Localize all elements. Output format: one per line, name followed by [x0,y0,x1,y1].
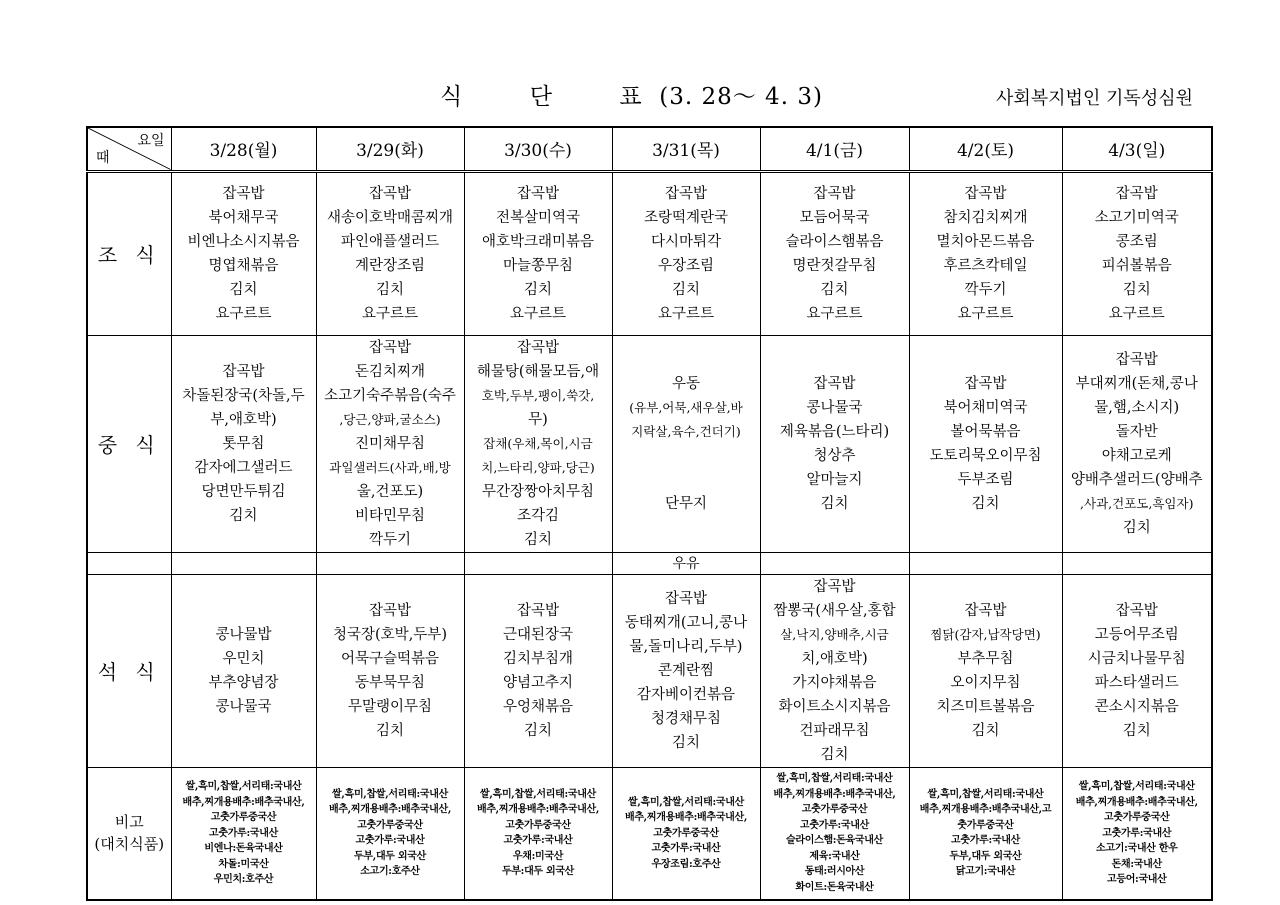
menu-item: 잡곡밥 [1115,351,1158,368]
origin-line: 고춧가루:국내산 [1102,827,1172,839]
header-row [87,127,1212,171]
lunch-cell [612,335,760,552]
dinner-cell [760,574,909,767]
menu-item: 잡곡밥 [1115,185,1158,202]
menu-item: 잡채(우채,목이,시금 [483,435,593,451]
menu-item: 잡곡밥 [516,339,560,356]
breakfast-cell [760,171,909,335]
dinner-cell [171,574,316,767]
menu-item: 북어채미역국 [943,399,1028,416]
origin-line: 소고기:호주산 [360,866,420,878]
menu-item: 계란장조림 [354,257,426,274]
origin-line: 두부,대두 외국산 [354,850,426,862]
origin-line: 소고기:국내산 한우 [1096,843,1178,854]
menu-item: 부,애호박) [210,411,277,428]
snack-empty-cell [1062,552,1212,574]
menu-item: 멸치아몬드볶음 [936,233,1035,250]
snack-empty-cell [760,552,909,574]
dinner-cell [612,574,760,767]
menu-item: 당면만두튀김 [201,483,286,500]
origin-line: 쌀,흑미,찹쌀,서리태:국내산 [628,796,744,808]
origin-line: 쌀,흑미,찹쌀,서리태:국내산 [480,788,596,800]
day-header: 4/3(일) [1062,127,1212,171]
lunch-label: 중 식 [87,335,171,552]
lunch-cell [464,335,612,552]
menu-item: 김치 [375,722,404,739]
menu-item: 비엔나소시지볶음 [187,233,300,250]
breakfast-cell [909,171,1062,335]
menu-item: 콩조림 [1115,233,1158,250]
menu-item: 파스타샐러드 [1094,674,1179,691]
menu-item: 감자베이컨볶음 [636,686,736,703]
menu-item: 잡곡밥 [813,185,856,202]
menu-item: 김치 [523,531,552,548]
menu-item: 콩나물국 [215,698,272,715]
menu-item: 차돌된장국(차돌,두 [182,387,305,404]
origin-line: 쌀,흑미,찹쌀,서리태:국내산 [776,773,893,785]
menu-item: 잡곡밥 [368,339,412,356]
origin-line: 우민치:호주산 [213,874,274,885]
menu-item: 김치부침개 [502,650,574,667]
menu-item: 찜닭(감자,납작당면) [930,626,1041,642]
menu-item: 북어채무국 [208,209,279,226]
menu-item: 우민치 [222,650,265,667]
menu-item: 참치김치찌개 [943,209,1028,226]
menu-item: 애호박크래미볶음 [481,233,595,250]
menu-item: 잡곡밥 [368,602,412,619]
menu-item: 깍두기 [368,531,412,548]
organization-name: 사회복지법인 기독성심원 [996,88,1193,109]
origin-line: 고춧가루:국내산 [355,835,425,847]
menu-item: 전복살미역국 [495,209,581,226]
menu-item: 콘계란찜 [657,662,715,679]
menu-item: 치,느타리,양파,당근) [481,459,595,475]
menu-item: 김치 [1122,281,1151,298]
menu-item: 조각김 [516,507,560,524]
corner-meal-label: 때 [96,149,110,166]
menu-item: 김치 [820,495,849,512]
menu-item: 동태찌개(고니,콩나 [624,614,748,631]
menu-item: 김치 [971,722,1000,739]
menu-item: 잡곡밥 [813,578,856,595]
menu-item: 양념고추지 [502,674,574,691]
origin-line: 슬라이스햄:돈육국내산 [786,835,883,847]
day-header: 3/28(월) [171,127,316,171]
menu-item: 잡곡밥 [368,185,412,202]
menu-item: 제육볶음(느타리) [779,423,890,440]
snack-empty-cell [464,552,612,574]
day-header: 3/30(수) [464,127,612,171]
snack-empty-cell [909,552,1062,574]
notes-cell [909,767,1062,900]
menu-item: 잡곡밥 [222,185,265,202]
menu-item: 요구르트 [806,305,863,322]
origin-line: 춧가루중국산 [957,819,1014,831]
menu-table [86,126,1213,901]
origin-line: 화이트:돈육국내산 [795,881,874,893]
origin-line: 쌀,흑미,찹쌀,서리태:국내산 [927,788,1044,800]
lunch-cell [171,335,316,552]
menu-item: 후르츠칵테일 [943,257,1028,274]
menu-item: 깍두기 [964,281,1007,298]
menu-item: 김치 [671,281,700,298]
menu-item: 어묵구슬떡볶음 [340,650,440,667]
menu-item: 잡곡밥 [664,185,708,202]
origin-line: 배추,찌개용배추:배추국내산, [182,796,305,808]
menu-item: 가지야채볶음 [792,674,877,691]
menu-item: 소고기숙주볶음(숙주 [324,387,456,404]
breakfast-cell [1062,171,1212,335]
menu-item: 오이지무침 [950,674,1021,691]
lunch-cell [909,335,1062,552]
breakfast-cell [316,171,464,335]
breakfast-label: 조 식 [87,171,171,335]
origin-line: 두부:대두 외국산 [501,866,575,878]
corner-day-label: 요일 [137,133,165,149]
menu-item: 잡곡밥 [964,185,1007,202]
menu-item: 진미채무침 [354,435,426,452]
menu-item: 김치 [229,507,258,524]
notes-label [87,767,171,900]
origin-line: 고등어:국내산 [1106,874,1167,885]
menu-item: 치즈미트볼볶음 [936,698,1035,715]
menu-item: 김치 [523,281,552,298]
notes-label-line: (대치식품) [94,835,165,854]
day-header: 4/1(금) [760,127,909,171]
menu-item: 돈김치찌개 [354,363,426,380]
menu-item: 동부묵무침 [354,674,426,691]
origin-line: 비엔나:돈육국내산 [204,843,283,854]
notes-cell [612,767,760,900]
snack-row [87,552,1212,574]
menu-item: 물,돌미나리,두부) [629,638,743,655]
menu-item: 잡곡밥 [222,363,265,380]
page-title: 식 단 표 (3. 28～ 4. 3) [440,84,823,110]
origin-line: 차돌:미국산 [218,858,269,870]
dinner-cell [909,574,1062,767]
snack-empty-cell [316,552,464,574]
lunch-cell [1062,335,1212,552]
notes-cell [316,767,464,900]
snack-empty-cell [171,552,316,574]
origin-line: 쌀,흑미,찹쌀,서리태:국내산 [185,781,302,792]
menu-item: 화이트소시지볶음 [778,698,891,715]
menu-item: 마늘쫑무침 [502,257,574,274]
origin-line: 동태:러시아산 [804,866,865,878]
menu-item: 소고기미역국 [1094,209,1179,226]
dinner-row [87,574,1212,767]
menu-item [614,468,759,492]
origin-line: 고춧가루:국내산 [651,843,721,854]
menu-item: 김치 [523,722,552,739]
origin-line: 우장조림:호주산 [651,858,721,870]
menu-item: ,당근,양파,굴소스) [339,411,441,427]
menu-item: 요구르트 [957,305,1014,322]
origin-line: 배추,찌개용배추:배추국내산, [476,804,600,816]
menu-item: 김치 [1122,519,1151,536]
menu-item: 요구르트 [215,305,272,322]
menu-item: 알마늘지 [806,471,863,488]
menu-item: 감자에그샐러드 [194,459,293,476]
menu-item: 김치 [671,734,700,751]
corner-cell [87,127,171,171]
menu-item: 잡곡밥 [516,185,560,202]
day-header: 3/29(화) [316,127,464,171]
menu-item: 요구르트 [1108,305,1165,322]
menu-item: 치,애호박) [801,650,868,667]
menu-item: 야채고로케 [1101,447,1172,464]
menu-item: 명란젓갈무침 [792,257,877,274]
menu-item: 해물탕(해물모듬,애 [476,363,600,380]
menu-item: 물,햄,소시지) [1094,399,1180,416]
menu-item: 명엽채볶음 [208,257,279,274]
menu-item: 김치 [229,281,258,298]
snack-cell: 우유 [612,552,760,574]
menu-item: 다시마튀각 [650,233,722,250]
menu-item: 살,낙지,양배추,시금 [780,626,889,642]
breakfast-row [87,171,1212,335]
menu-item: 부대찌개(돈채,콩나 [1075,375,1198,392]
day-header: 4/2(토) [909,127,1062,171]
menu-item: 새송이호박매콤찌개 [326,209,454,226]
origin-line: 고춧가루중국산 [210,812,277,823]
breakfast-cell [612,171,760,335]
menu-item: 잡곡밥 [664,590,708,607]
breakfast-cell [464,171,612,335]
menu-item: 짬뽕국(새우살,홍합 [773,602,896,619]
origin-line: 배추,찌개용배추:배추국내산, [624,812,748,823]
menu-item: 부추양념장 [208,674,279,691]
menu-item: 돌자반 [1115,423,1158,440]
menu-item: 콘소시지볶음 [1094,698,1179,715]
menu-item: 조랑떡계란국 [643,209,729,226]
menu-item: 잡곡밥 [964,602,1007,619]
origin-line: 배추,찌개용배추:배추국내산, [328,804,452,816]
menu-item: 단무지 [664,495,708,512]
menu-item: 비타민무침 [354,507,426,524]
origin-line: 제육:국내산 [809,850,860,862]
menu-item: 두부조림 [957,471,1014,488]
menu-item: 잡곡밥 [964,375,1007,392]
menu-item: 볼어묵볶음 [950,423,1021,440]
menu-item: 부추무침 [957,650,1014,667]
snack-label-cell [87,552,171,574]
origin-line: 배추,찌개용배추:배추국내산,고 [919,804,1052,816]
menu-item: 김치 [971,495,1000,512]
notes-cell [464,767,612,900]
menu-item: 건파래무침 [799,722,870,739]
menu-item: 잡곡밥 [516,602,560,619]
menu-item: 요구르트 [509,305,567,322]
day-header: 3/31(목) [612,127,760,171]
menu-item: 피쉬볼볶음 [1101,257,1172,274]
menu-item: 모듬어묵국 [799,209,870,226]
menu-item: 청국장(호박,두부) [333,626,447,643]
menu-item: 우동 [671,375,700,392]
dinner-label: 석 식 [87,574,171,767]
origin-line: 배추,찌개용배추:배추국내산, [1075,796,1198,808]
menu-item: 잡곡밥 [813,375,856,392]
menu-item: 요구르트 [657,305,715,322]
menu-item: 김치 [375,281,404,298]
notes-cell [171,767,316,900]
origin-line: 고춧가루중국산 [653,827,719,839]
breakfast-cell [171,171,316,335]
notes-label-line: 비고 [114,813,144,832]
menu-item: 청상추 [813,447,856,464]
menu-item: 양배추샐러드(양배추 [1070,471,1203,488]
menu-item: 청경채무침 [650,710,722,727]
notes-row [87,767,1212,900]
origin-line: 돈채:국내산 [1111,858,1162,870]
menu-item: ,사과,건포도,흑임자) [1080,495,1194,511]
menu-item: 잡곡밥 [1115,602,1158,619]
origin-line: 고춧가루중국산 [357,819,423,831]
origin-line: 고춧가루:국내산 [951,835,1020,847]
menu-item: 과일샐러드(사과,배,방 [329,459,451,475]
origin-line: 고춧가루중국산 [801,804,868,816]
dinner-cell [1062,574,1212,767]
origin-line: 고춧가루:국내산 [800,819,869,831]
menu-item: 우엉채볶음 [502,698,574,715]
lunch-cell [316,335,464,552]
menu-item: 근대된장국 [502,626,574,643]
menu-item: 김치 [820,281,849,298]
menu-item: 슬라이스햄볶음 [785,233,884,250]
menu-item: 무말랭이무침 [347,698,433,715]
origin-line: 배추,찌개용배추:배추국내산, [773,788,896,800]
menu-item: 김치 [1122,722,1151,739]
notes-cell [760,767,909,900]
menu-item: 김치 [820,746,849,763]
menu-item: 울,건포도) [356,483,424,500]
menu-item: 우장조림 [657,257,715,274]
lunch-cell [760,335,909,552]
origin-line: 쌀,흑미,찹쌀,서리태:국내산 [1078,781,1195,792]
menu-item: 시금치나물무침 [1087,650,1186,667]
menu-item: 요구르트 [361,305,419,322]
menu-item: 콩나물밥 [215,626,272,643]
origin-line: 쌀,흑미,찹쌀,서리태:국내산 [332,788,448,800]
origin-line: 고춧가루:국내산 [503,835,573,847]
menu-item: 지락살,육수,건더기) [631,423,741,439]
menu-item [614,444,759,468]
menu-item: 파인애플샐러드 [340,233,440,250]
menu-item: 무간장짱아치무침 [481,483,595,500]
notes-cell [1062,767,1212,900]
menu-item: 도토리묵오이무침 [929,447,1042,464]
menu-item: 무) [528,411,548,428]
origin-line: 닭고기:국내산 [955,866,1016,878]
lunch-row [87,335,1212,552]
origin-line: 고춧가루중국산 [505,819,571,831]
origin-line: 우채:미국산 [512,850,564,862]
dinner-cell [316,574,464,767]
origin-line: 두부,대두 외국산 [949,850,1022,862]
menu-item: (유부,어묵,새우살,바 [629,399,743,415]
dinner-cell [464,574,612,767]
menu-item: 호박,두부,팽이,쑥갓, [481,387,595,403]
menu-item: 콩나물국 [806,399,863,416]
menu-item: 톳무침 [222,435,265,452]
menu-item: 고등어무조림 [1094,626,1179,643]
origin-line: 고춧가루:국내산 [209,827,278,839]
origin-line: 고춧가루중국산 [1103,812,1170,823]
